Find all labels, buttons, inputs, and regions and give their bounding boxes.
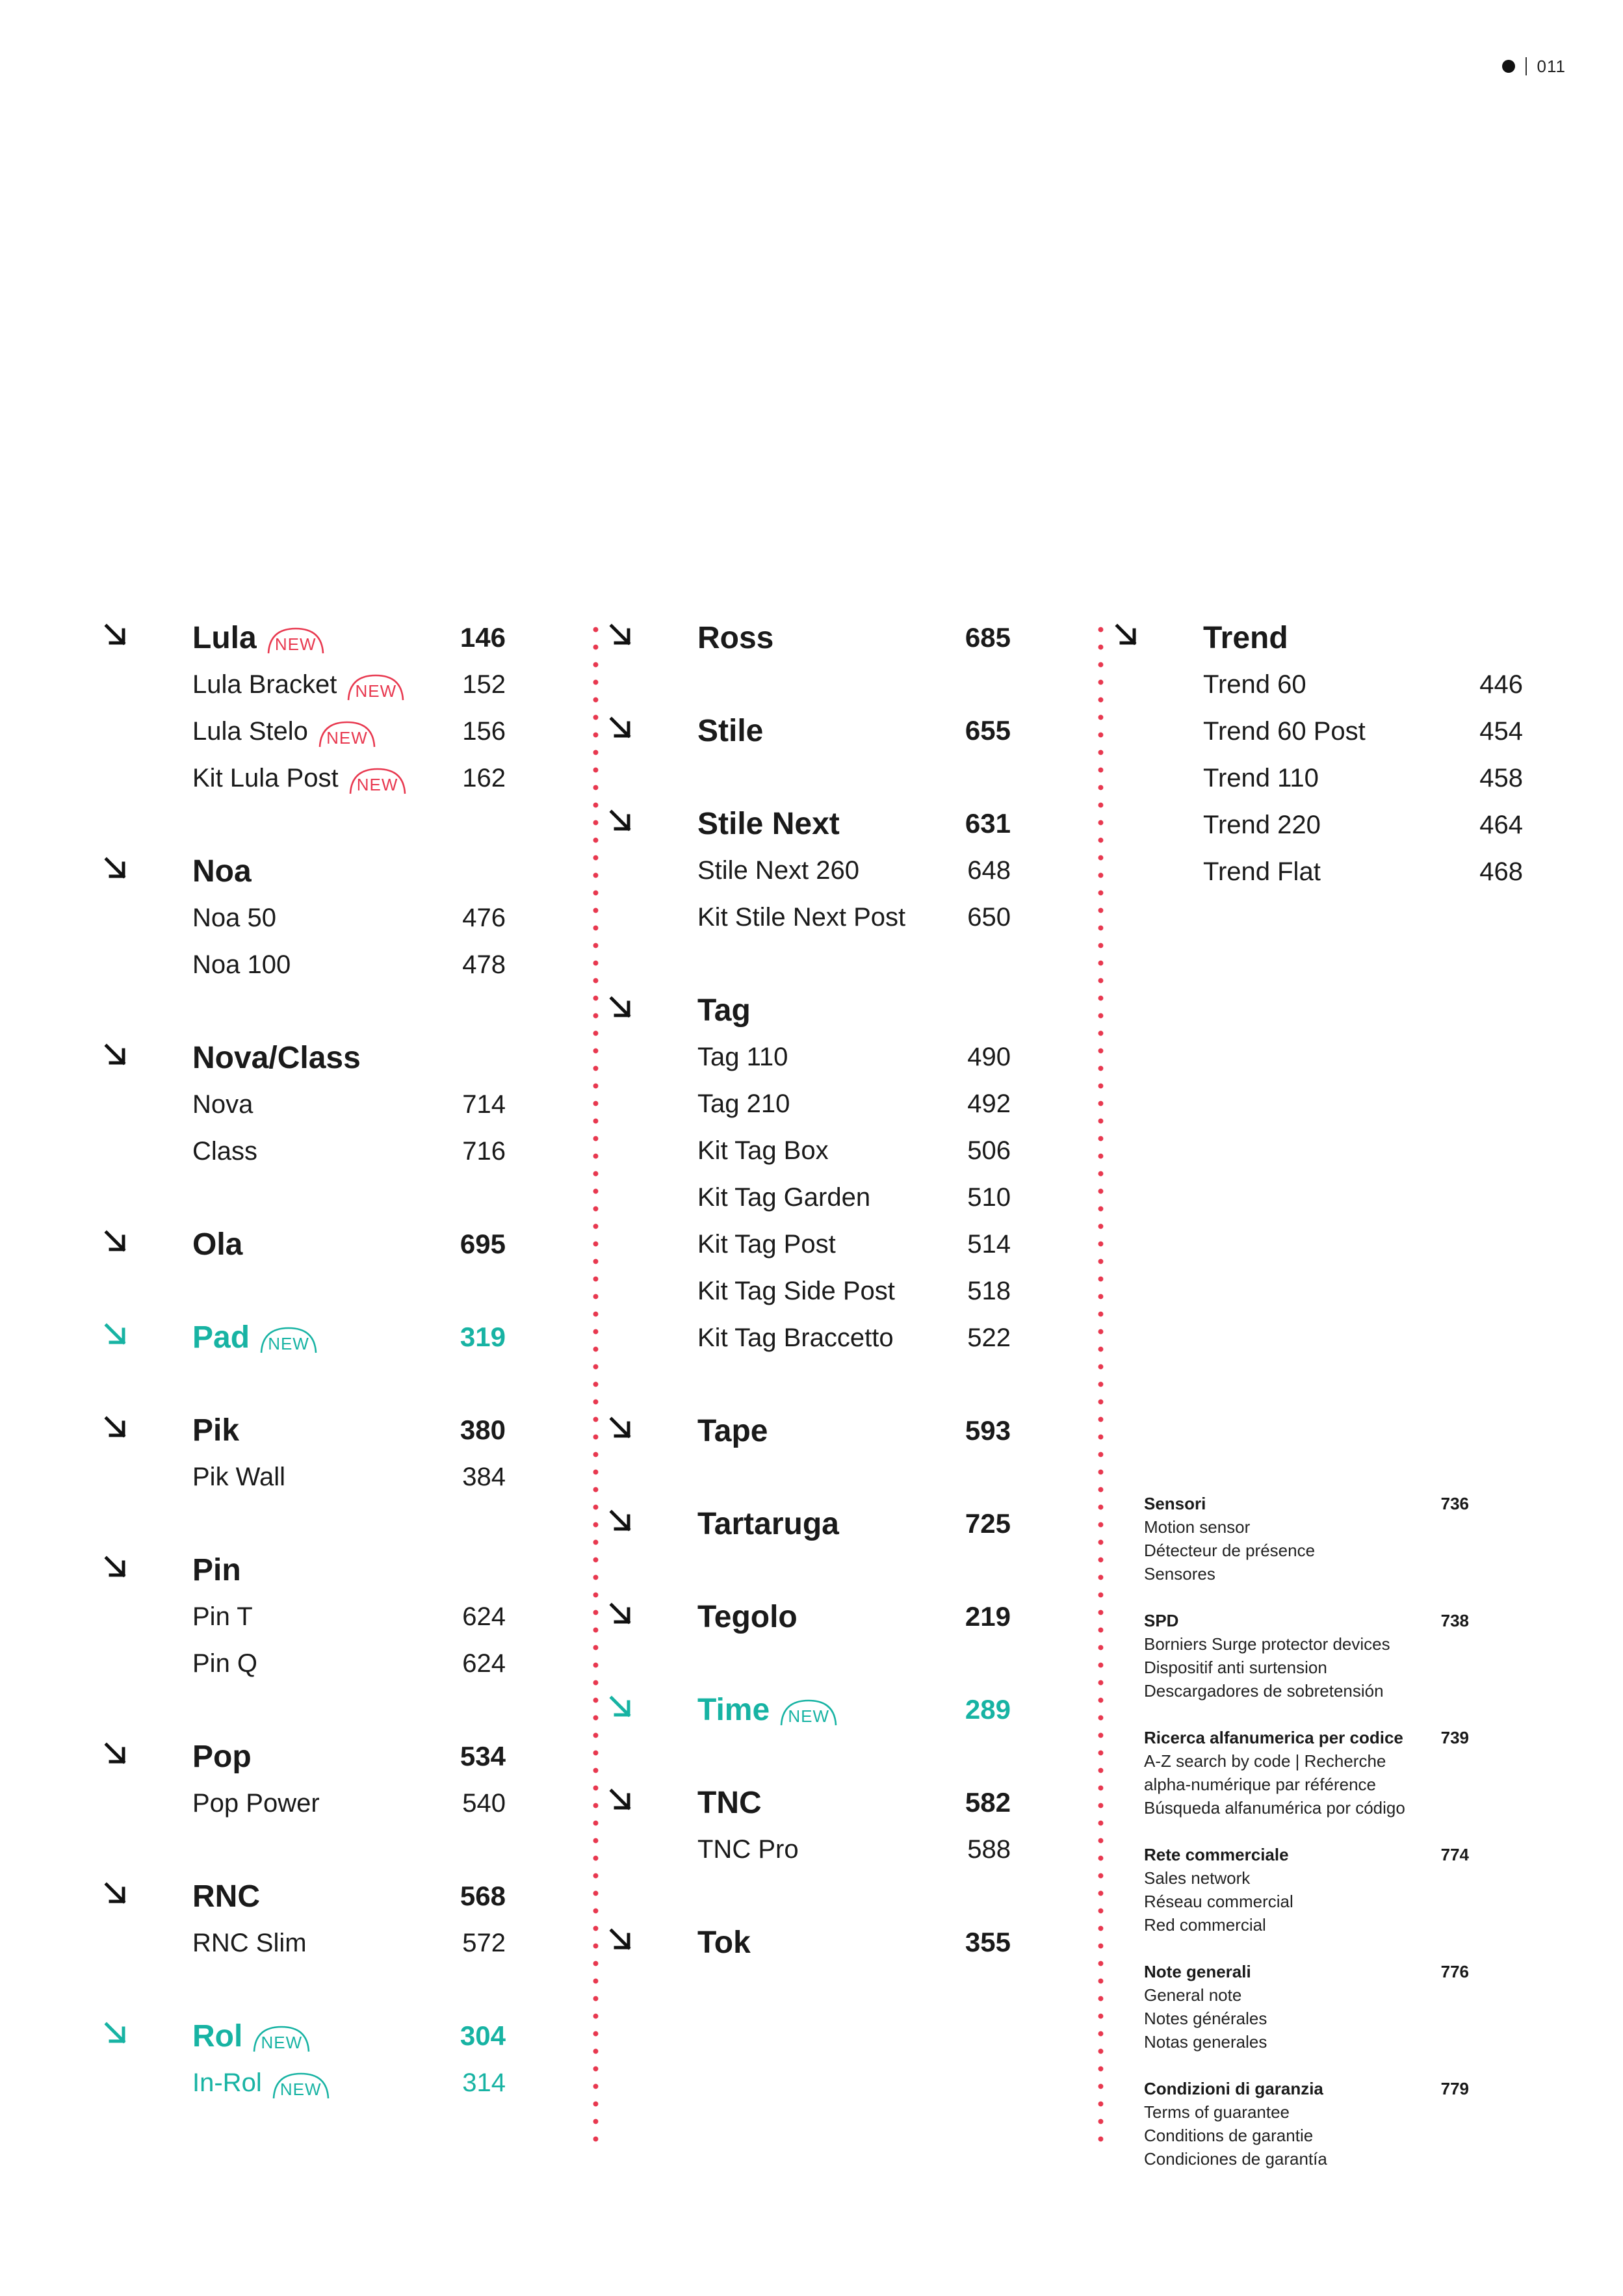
appendix-title: Rete commerciale: [1144, 1845, 1289, 1864]
appendix-title: Note generali: [1144, 1962, 1251, 1981]
index-item[interactable]: [653, 894, 1011, 941]
appendix-line: Terms of guarantee: [1144, 2102, 1290, 2122]
item-page-number: 384: [462, 1462, 506, 1491]
appendix-line: Red commercial: [1144, 1915, 1266, 1935]
index-item[interactable]: [148, 1920, 506, 1966]
appendix-line: Descargadores de sobretensión: [1144, 1681, 1384, 1701]
index-group: [148, 1873, 506, 1966]
appendix-line: Sales network: [1144, 1868, 1251, 1888]
item-page-number: 522: [967, 1323, 1011, 1352]
index-item[interactable]: [1159, 802, 1523, 848]
appendix-page-number: 779: [1440, 2079, 1469, 2098]
item-page-number: 454: [1479, 716, 1523, 746]
item-label: Kit Tag Post: [697, 1229, 836, 1259]
dotted-divider: [593, 621, 599, 2148]
appendix-list: [1144, 1492, 1508, 2194]
index-group: [148, 2013, 506, 2106]
item-label: Trend Flat: [1203, 857, 1321, 886]
heading-label: Tartaruga: [697, 1506, 839, 1541]
item-page-number: 314: [462, 2068, 506, 2097]
appendix-page-number: 776: [1440, 1962, 1469, 1981]
badge-label: NEW: [326, 728, 368, 748]
heading-label: Pop: [192, 1739, 252, 1774]
item-page-number: 506: [967, 1136, 1011, 1165]
appendix-title-row: [1144, 1960, 1508, 1983]
item-page-number: 714: [462, 1089, 506, 1119]
badge-label: NEW: [279, 2080, 322, 2099]
appendix-line: Dispositif anti surtension: [1144, 1658, 1327, 1677]
arrow-down-right-icon: [606, 1693, 635, 1721]
appendix-title-row: [1144, 1492, 1508, 1515]
index-heading[interactable]: [653, 1500, 1011, 1547]
appendix-line: General note: [1144, 1985, 1242, 2005]
index-item[interactable]: [148, 1780, 506, 1827]
heading-page-number: 685: [965, 622, 1011, 653]
badge-label: NEW: [788, 1706, 829, 1726]
new-badge: [348, 766, 408, 795]
arrow-down-right-icon: [606, 1600, 635, 1628]
appendix-entry[interactable]: [1144, 1726, 1508, 1820]
index-group: [148, 614, 506, 802]
item-label: Kit Stile Next Post: [697, 902, 906, 932]
heading-page-number: 725: [965, 1508, 1011, 1539]
appendix-entry[interactable]: [1144, 2077, 1508, 2171]
heading-label: Tok: [697, 1925, 751, 1960]
page-number: 011: [1537, 56, 1566, 76]
index-item[interactable]: [653, 1034, 1011, 1080]
heading-page-number: 304: [460, 2020, 506, 2051]
item-label: Noa 50: [192, 903, 276, 932]
appendix-line: alpha-numérique par référence: [1144, 1775, 1376, 1794]
appendix-title: SPD: [1144, 1611, 1179, 1630]
appendix-line: Conditions de garantie: [1144, 2126, 1314, 2145]
appendix-entry[interactable]: [1144, 1609, 1508, 1702]
item-label: Kit Tag Braccetto: [697, 1323, 894, 1352]
item-label: Pop Power: [192, 1788, 320, 1818]
arrow-down-right-icon: [606, 807, 635, 835]
heading-page-number: 289: [965, 1694, 1011, 1725]
index-heading[interactable]: [148, 1034, 506, 1081]
heading-label: Nova/Class: [192, 1040, 361, 1075]
new-badge: [259, 1325, 318, 1354]
item-page-number: 458: [1479, 763, 1523, 792]
index-heading[interactable]: [148, 1221, 506, 1268]
index-item[interactable]: [653, 1221, 1011, 1268]
index-item[interactable]: [653, 1268, 1011, 1314]
heading-page-number: 593: [965, 1415, 1011, 1446]
arrow-down-right-icon: [606, 1507, 635, 1535]
index-group: [148, 1546, 506, 1687]
item-page-number: 518: [967, 1276, 1011, 1305]
item-page-number: 492: [967, 1089, 1011, 1118]
heading-page-number: 319: [460, 1322, 506, 1352]
item-page-number: 468: [1479, 857, 1523, 886]
badge-label: NEW: [355, 681, 397, 701]
appendix-title: Condizioni di garanzia: [1144, 2079, 1323, 2098]
appendix-line: Réseau commercial: [1144, 1892, 1293, 1911]
heading-label: Pin: [192, 1552, 241, 1587]
heading-label: Ola: [192, 1227, 243, 1262]
index-item[interactable]: [653, 847, 1011, 894]
heading-label: Ross: [697, 620, 774, 655]
index-group: [1159, 614, 1523, 895]
item-label: Class: [192, 1136, 258, 1166]
badge-label: NEW: [268, 1334, 309, 1353]
appendix-title: Ricerca alfanumerica per codice: [1144, 1728, 1403, 1747]
item-page-number: 650: [967, 902, 1011, 932]
item-label: Trend 220: [1203, 810, 1321, 839]
index-item[interactable]: [148, 1128, 506, 1175]
arrow-down-right-icon: [606, 993, 635, 1022]
arrow-down-right-icon: [101, 1740, 130, 1768]
item-page-number: 540: [462, 1788, 506, 1818]
item-label: Tag 210: [697, 1089, 790, 1118]
item-page-number: 476: [462, 903, 506, 932]
index-heading[interactable]: [148, 2013, 506, 2059]
index-item[interactable]: [148, 1593, 506, 1640]
index-heading[interactable]: [653, 1407, 1011, 1454]
index-heading[interactable]: [653, 1919, 1011, 1966]
arrow-down-right-icon: [606, 1786, 635, 1814]
appendix-line: Condiciones de garantía: [1144, 2149, 1327, 2169]
appendix-title-row: [1144, 1726, 1508, 1749]
heading-label: Tag: [697, 993, 751, 1028]
arrow-down-right-icon: [101, 1553, 130, 1582]
index-item[interactable]: [148, 1081, 506, 1128]
item-label: Nova: [192, 1089, 253, 1119]
item-label: Tag 110: [697, 1042, 788, 1071]
index-heading[interactable]: [653, 987, 1011, 1034]
appendix-line: A-Z search by code | Recherche: [1144, 1751, 1386, 1771]
item-page-number: 624: [462, 1602, 506, 1631]
appendix-entry[interactable]: [1144, 1492, 1508, 1585]
index-group: [148, 1034, 506, 1175]
heading-label: Noa: [192, 854, 252, 889]
heading-label: Stile: [697, 713, 764, 748]
appendix-entry[interactable]: [1144, 1960, 1508, 2054]
index-group: [148, 1733, 506, 1827]
index-group: [653, 987, 1011, 1361]
badge-label: NEW: [261, 2033, 303, 2052]
index-group: [653, 800, 1011, 941]
arrow-down-right-icon: [606, 1414, 635, 1442]
appendix-line: Notas generales: [1144, 2032, 1267, 2052]
heading-label: Rol: [192, 2018, 243, 2054]
arrow-down-right-icon: [101, 854, 130, 883]
new-badge: [317, 720, 377, 748]
index-group: [653, 1500, 1011, 1547]
index-item[interactable]: [148, 1454, 506, 1500]
index-group: [653, 1593, 1011, 1640]
item-label: RNC Slim: [192, 1928, 307, 1957]
arrow-down-right-icon: [606, 1925, 635, 1954]
heading-page-number: 631: [965, 808, 1011, 839]
index-heading[interactable]: [148, 848, 506, 894]
index-group: [148, 1314, 506, 1361]
arrow-down-right-icon: [1112, 621, 1141, 649]
item-label: Stile Next 260: [697, 855, 860, 885]
heading-label: Trend: [1203, 620, 1288, 655]
heading-label: Pik: [192, 1413, 240, 1448]
appendix-page-number: 736: [1440, 1494, 1469, 1513]
arrow-down-right-icon: [101, 1041, 130, 1069]
arrow-down-right-icon: [101, 1879, 130, 1908]
item-page-number: 624: [462, 1649, 506, 1678]
index-group: [148, 1221, 506, 1268]
heading-label: Time: [697, 1692, 770, 1727]
item-page-number: 446: [1479, 670, 1523, 699]
bullet-icon: [1502, 60, 1515, 73]
new-badge: [346, 673, 406, 701]
item-page-number: 588: [967, 1834, 1011, 1864]
new-badge: [779, 1698, 838, 1727]
index-item[interactable]: [148, 1640, 506, 1687]
appendix-page-number: 739: [1440, 1728, 1469, 1747]
appendix-line: Notes générales: [1144, 2009, 1267, 2028]
item-label: Kit Tag Garden: [697, 1182, 871, 1212]
item-label: Lula Bracket: [192, 670, 337, 699]
item-label: In-Rol: [192, 2068, 262, 2097]
arrow-down-right-icon: [606, 714, 635, 742]
appendix-title-row: [1144, 2077, 1508, 2100]
item-label: Trend 60 Post: [1203, 716, 1366, 746]
index-item[interactable]: [1159, 708, 1523, 755]
index-heading[interactable]: [653, 800, 1011, 847]
index-group: [653, 1779, 1011, 1873]
appendix-page-number: 738: [1440, 1611, 1469, 1630]
index-item[interactable]: [148, 2059, 506, 2106]
arrow-down-right-icon: [606, 621, 635, 649]
item-page-number: 572: [462, 1928, 506, 1957]
index-item[interactable]: [1159, 661, 1523, 708]
index-heading[interactable]: [653, 1686, 1011, 1733]
index-item[interactable]: [148, 708, 506, 755]
badge-label: NEW: [356, 775, 398, 794]
item-label: Kit Lula Post: [192, 763, 339, 792]
index-column-2: [653, 614, 1011, 2012]
item-page-number: 156: [462, 716, 506, 746]
appendix-title-row: [1144, 1843, 1508, 1866]
index-heading[interactable]: [653, 707, 1011, 754]
new-badge: [266, 626, 326, 655]
item-label: TNC Pro: [697, 1834, 799, 1864]
index-heading[interactable]: [148, 1733, 506, 1780]
appendix-line: Borniers Surge protector devices: [1144, 1634, 1390, 1654]
heading-page-number: 380: [460, 1415, 506, 1445]
index-group: [653, 614, 1011, 661]
heading-page-number: 534: [460, 1741, 506, 1771]
heading-label: Tape: [697, 1413, 768, 1448]
arrow-down-right-icon: [101, 1227, 130, 1256]
index-heading[interactable]: [653, 1593, 1011, 1640]
appendix-line: Sensores: [1144, 1564, 1215, 1584]
item-label: Kit Tag Box: [697, 1136, 829, 1165]
appendix-page-number: 774: [1440, 1845, 1469, 1864]
index-item[interactable]: [148, 894, 506, 941]
index-item[interactable]: [148, 661, 506, 708]
item-label: Kit Tag Side Post: [697, 1276, 895, 1305]
item-page-number: 490: [967, 1042, 1011, 1071]
arrow-down-right-icon: [101, 1320, 130, 1349]
heading-page-number: 219: [965, 1601, 1011, 1632]
item-label: Trend 60: [1203, 670, 1306, 699]
index-item[interactable]: [653, 1826, 1011, 1873]
index-heading[interactable]: [148, 1546, 506, 1593]
item-page-number: 514: [967, 1229, 1011, 1259]
heading-label: Stile Next: [697, 806, 840, 841]
index-item[interactable]: [653, 1314, 1011, 1361]
arrow-down-right-icon: [101, 621, 130, 649]
index-item[interactable]: [148, 755, 506, 802]
appendix-title-row: [1144, 1609, 1508, 1632]
index-item[interactable]: [148, 941, 506, 988]
item-page-number: 464: [1479, 810, 1523, 839]
index-item[interactable]: [653, 1080, 1011, 1127]
appendix-line: Détecteur de présence: [1144, 1541, 1316, 1560]
new-badge: [271, 2071, 331, 2100]
index-group: [653, 1407, 1011, 1454]
index-heading[interactable]: [653, 1779, 1011, 1826]
heading-page-number: 582: [965, 1787, 1011, 1818]
item-label: Pin T: [192, 1602, 253, 1631]
index-group: [148, 1407, 506, 1500]
item-page-number: 716: [462, 1136, 506, 1166]
index-heading[interactable]: [148, 1314, 506, 1361]
item-page-number: 510: [967, 1182, 1011, 1212]
heading-page-number: 695: [460, 1229, 506, 1259]
item-label: Noa 100: [192, 950, 291, 979]
index-group: [148, 848, 506, 988]
heading-label: TNC: [697, 1785, 762, 1820]
index-heading[interactable]: [653, 614, 1011, 661]
item-page-number: 152: [462, 670, 506, 699]
item-label: Pin Q: [192, 1649, 258, 1678]
index-item[interactable]: [653, 1174, 1011, 1221]
divider-bar: [1526, 57, 1527, 75]
item-page-number: 478: [462, 950, 506, 979]
index-heading[interactable]: [1159, 614, 1523, 661]
index-group: [653, 1686, 1011, 1733]
badge-label: NEW: [274, 634, 317, 654]
item-page-number: 162: [462, 763, 506, 792]
dotted-divider: [1098, 621, 1104, 2148]
heading-label: RNC: [192, 1879, 260, 1914]
heading-label: Tegolo: [697, 1599, 798, 1634]
heading-page-number: 655: [965, 715, 1011, 746]
arrow-down-right-icon: [101, 2019, 130, 2048]
heading-page-number: 146: [460, 622, 506, 653]
item-label: Pik Wall: [192, 1462, 285, 1491]
appendix-entry[interactable]: [1144, 1843, 1508, 1937]
heading-label: Lula: [192, 620, 257, 655]
appendix-line: Búsqueda alfanumérica por código: [1144, 1798, 1405, 1818]
heading-page-number: 568: [460, 1881, 506, 1911]
index-heading[interactable]: [148, 1407, 506, 1454]
heading-page-number: 355: [965, 1927, 1011, 1957]
arrow-down-right-icon: [101, 1413, 130, 1442]
appendix-line: Motion sensor: [1144, 1517, 1251, 1537]
index-group: [653, 707, 1011, 754]
new-badge: [252, 2024, 311, 2053]
appendix-title: Sensori: [1144, 1494, 1206, 1513]
item-label: Lula Stelo: [192, 716, 308, 746]
index-item[interactable]: [1159, 848, 1523, 895]
index-column-1: [148, 614, 506, 2152]
index-item[interactable]: [653, 1127, 1011, 1174]
index-heading[interactable]: [148, 614, 506, 661]
index-heading[interactable]: [148, 1873, 506, 1920]
index-column-3: [1159, 614, 1523, 941]
index-item[interactable]: [1159, 755, 1523, 802]
index-group: [653, 1919, 1011, 1966]
page-header: [1502, 53, 1566, 79]
heading-label: Pad: [192, 1320, 250, 1355]
item-page-number: 648: [967, 855, 1011, 885]
item-label: Trend 110: [1203, 763, 1319, 792]
